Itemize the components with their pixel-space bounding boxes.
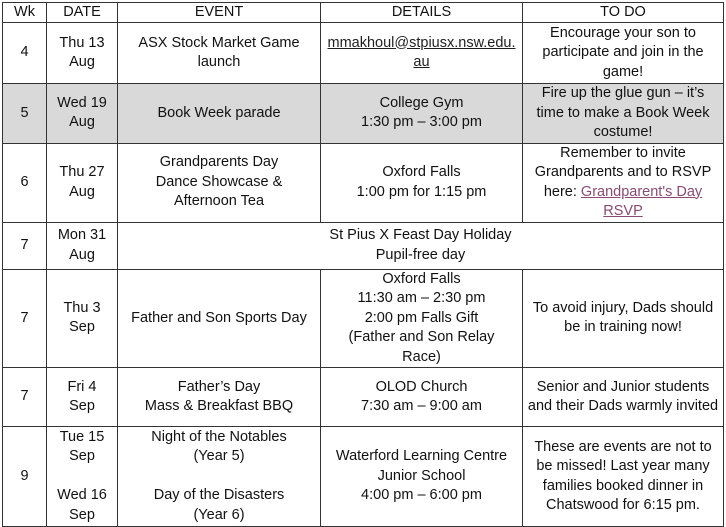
- details-cell: Oxford Falls 1:00 pm for 1:15 pm: [321, 143, 523, 222]
- event-cell: Book Week parade: [118, 84, 321, 144]
- event-cell: ASX Stock Market Game launch: [118, 23, 321, 84]
- date-cell: Thu 3 Sep: [47, 269, 118, 368]
- week-cell: 7: [3, 368, 47, 427]
- events-table: [2, 2, 724, 527]
- table-row: [3, 269, 724, 368]
- event-cell: Grandparents Day Dance Showcase & Afternoon Tea: [118, 143, 321, 222]
- event-cell: Night of the Notables (Year 5) Day of the Disasters (Year 6): [118, 427, 321, 527]
- week-cell: 9: [3, 427, 47, 527]
- date-cell: Fri 4 Sep: [47, 368, 118, 427]
- table-row: [3, 143, 724, 222]
- week-cell: 7: [3, 269, 47, 368]
- table-row: [3, 222, 724, 269]
- header-event: EVENT: [118, 3, 321, 23]
- details-cell: Waterford Learning Centre Junior School 4:00 pm – 6:00 pm: [321, 427, 523, 527]
- todo-cell: Encourage your son to participate and join in the game!: [523, 23, 724, 84]
- header-date: DATE: [47, 3, 118, 23]
- header-details: DETAILS: [321, 3, 523, 23]
- table-row: [3, 368, 724, 427]
- details-cell: OLOD Church 7:30 am – 9:00 am: [321, 368, 523, 427]
- event-cell: Father and Son Sports Day: [118, 269, 321, 368]
- details-cell: Oxford Falls 11:30 am – 2:30 pm 2:00 pm Falls Gift (Father and Son Relay Race): [321, 269, 523, 368]
- date-cell: Thu 27 Aug: [47, 143, 118, 222]
- todo-cell: [523, 143, 724, 222]
- date-cell: Tue 15 Sep Wed 16 Sep: [47, 427, 118, 527]
- merged-cell: St Pius X Feast Day Holiday Pupil-free day: [118, 222, 724, 269]
- date-cell: Mon 31 Aug: [47, 222, 118, 269]
- week-cell: 4: [3, 23, 47, 84]
- event-cell: Father’s Day Mass & Breakfast BBQ: [118, 368, 321, 427]
- week-cell: 7: [3, 222, 47, 269]
- todo-cell: These are events are not to be missed! Last year many families booked dinner in Chatswood for 6:15 pm.: [523, 427, 724, 527]
- date-cell: Wed 19 Aug: [47, 84, 118, 144]
- todo-cell: To avoid injury, Dads should be in training now!: [523, 269, 724, 368]
- todo-cell: Fire up the glue gun – it’s time to make a Book Week costume!: [523, 84, 724, 144]
- todo-text: Remember to invite Grandparents and to RSVP here:: [534, 144, 712, 200]
- todo-cell: Senior and Junior students and their Dads warmly invited: [523, 368, 724, 427]
- table-row: [3, 84, 724, 144]
- header-todo: TO DO: [523, 3, 724, 23]
- rsvp-link[interactable]: Grandparent's Day RSVP: [580, 183, 703, 219]
- header-row: [3, 3, 724, 23]
- details-cell: College Gym 1:30 pm – 3:00 pm: [321, 84, 523, 144]
- contact-email-link[interactable]: mmakhoul@stpiusx.nsw.edu.au: [327, 34, 516, 70]
- header-wk: Wk: [3, 3, 47, 23]
- table-row: [3, 23, 724, 84]
- week-cell: 6: [3, 143, 47, 222]
- week-cell: 5: [3, 84, 47, 144]
- table-row: [3, 427, 724, 527]
- date-cell: Thu 13 Aug: [47, 23, 118, 84]
- details-cell: [321, 23, 523, 84]
